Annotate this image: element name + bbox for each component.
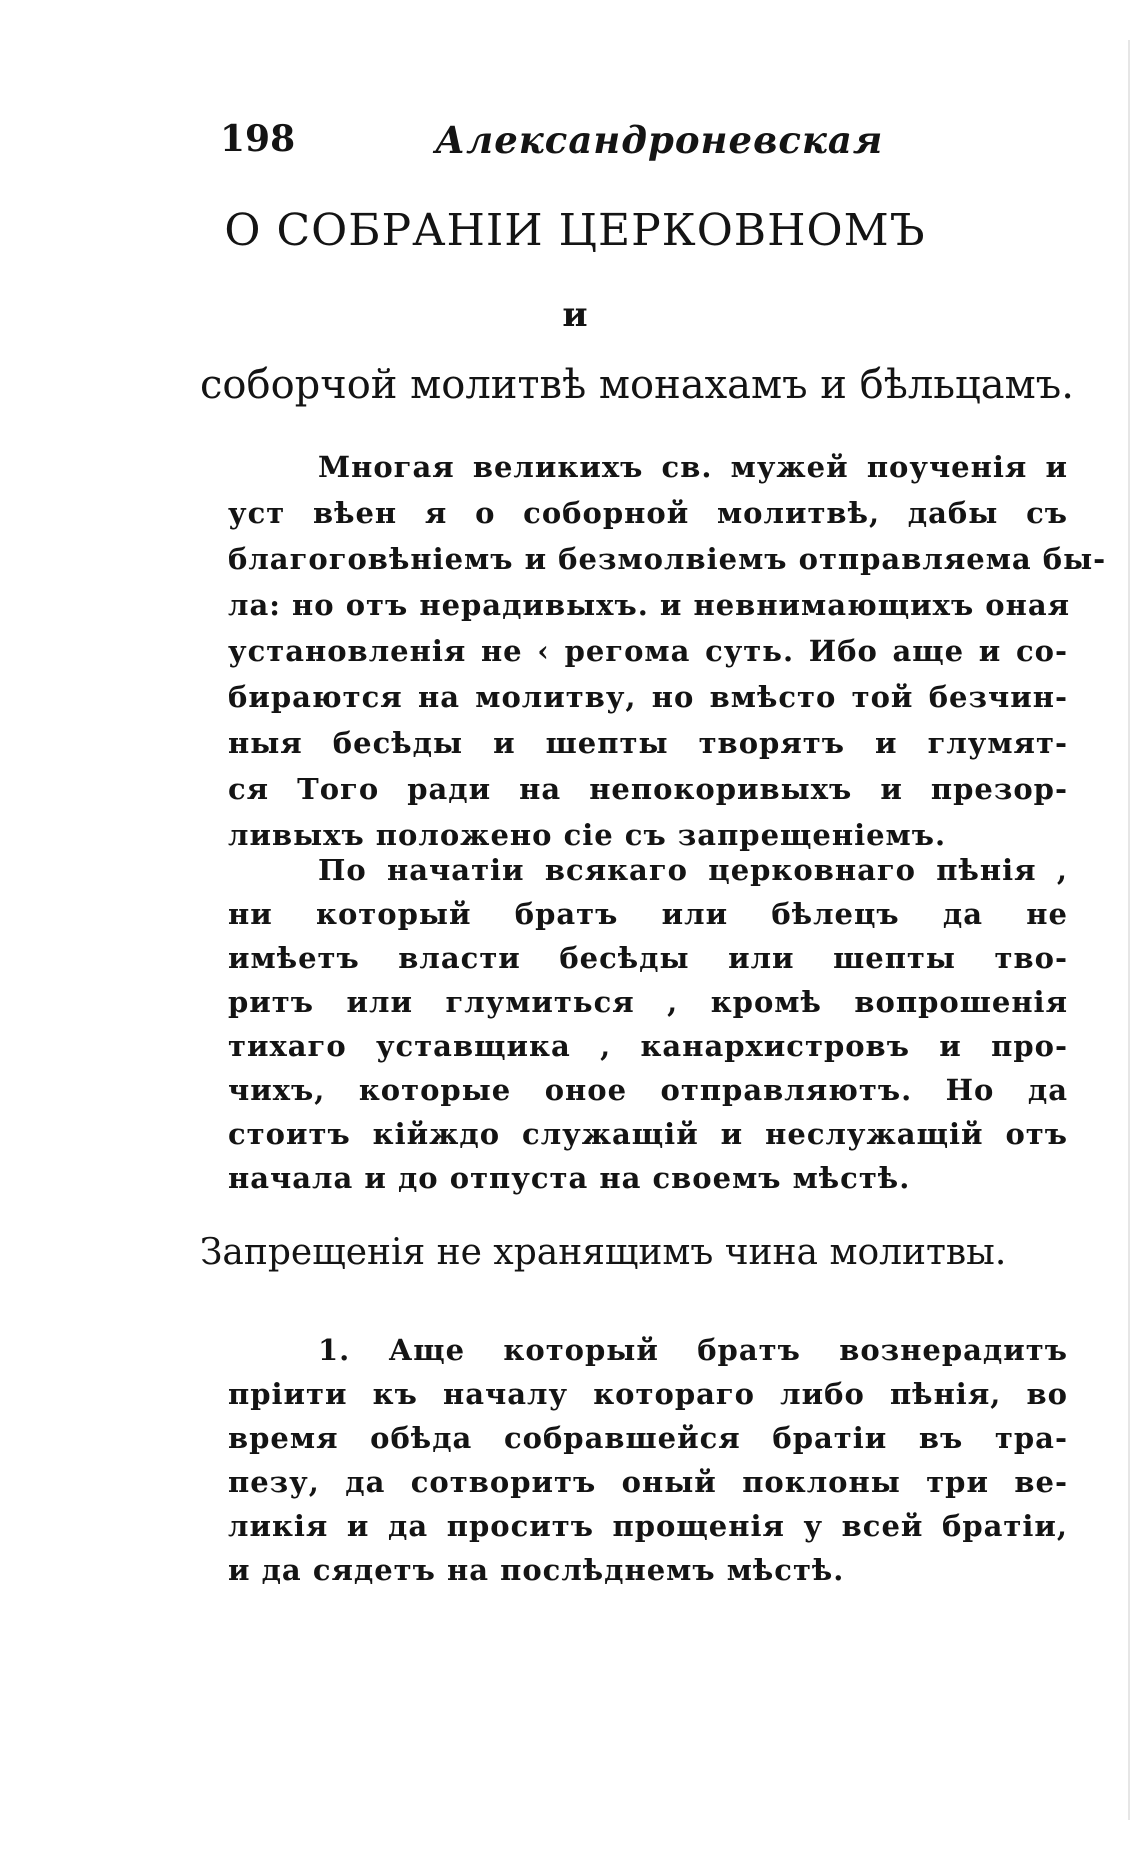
text-line: По начатіи всякаго церковнаго пѣнія , [318,853,1068,887]
text-line: чихъ, которые оное отправляютъ. Но да [228,1073,1068,1107]
text-line: Многая великихъ св. мужей поученія и [318,450,1068,484]
text-line: имѣетъ власти бесѣды или шепты тво- [228,941,1068,975]
text-line: ликія и да проситъ прощенія у всей братіи, [228,1509,1068,1543]
text-line: тихаго уставщика , канархистровъ и про- [228,1029,1068,1063]
text-line: уст вѣен я о соборной молитвѣ, дабы съ [228,496,1068,530]
section-title-conjunction: и [562,295,588,335]
text-line: пріити къ началу котораго либо пѣнія, во [228,1377,1068,1411]
text-line: ся Того ради на непокоривыхъ и презор- [228,772,1068,806]
paragraph-1 [228,450,1107,864]
text-line: благоговѣніемъ и безмолвіемъ отправляема бы- [228,542,1107,576]
text-line: установленія не ‹ регома суть. Ибо аще и со- [228,634,1068,668]
paragraph-3 [228,1333,1068,1597]
page-number: 198 [220,118,296,160]
running-head [220,118,920,178]
text-line: ныя бесѣды и шепты творятъ и глумят- [228,726,1068,760]
text-line: пезу, да сотворитъ оный поклоны три ве- [228,1465,1068,1499]
text-line: ла: но отъ нерадивыхъ. и невнимающихъ оная [228,588,1071,622]
text-line: ливыхъ положено сіе съ запрещеніемъ. [228,818,947,852]
paragraph-2 [228,853,1068,1205]
text-line: 1. Аще который братъ вознерадитъ [318,1333,1068,1367]
text-line: ритъ или глумиться , кромѣ вопрошенія [228,985,1068,1019]
running-title: Александроневская [435,118,884,162]
section-title: О СОБРАНІИ ЦЕРКОВНОМЪ [224,205,926,256]
text-line: стоитъ кійждо служащій и неслужащій отъ [228,1117,1068,1151]
section-subtitle: соборчой молитвѣ монахамъ и бѣльцамъ. [200,362,1074,408]
text-line: начала и до отпуста на своемъ мѣстѣ. [228,1161,911,1195]
text-line: бираются на молитву, но вмѣсто той безчин- [228,680,1068,714]
text-line: ни который братъ или бѣлецъ да не [228,897,1068,931]
text-line: и да сядетъ на послѣднемъ мѣстѣ. [228,1553,845,1587]
section-title-prohibitions: Запрещенія не хранящимъ чина молитвы. [200,1232,1007,1273]
text-line: время обѣда собравшейся братіи въ тра- [228,1421,1068,1455]
page-edge-line [1128,40,1130,1820]
